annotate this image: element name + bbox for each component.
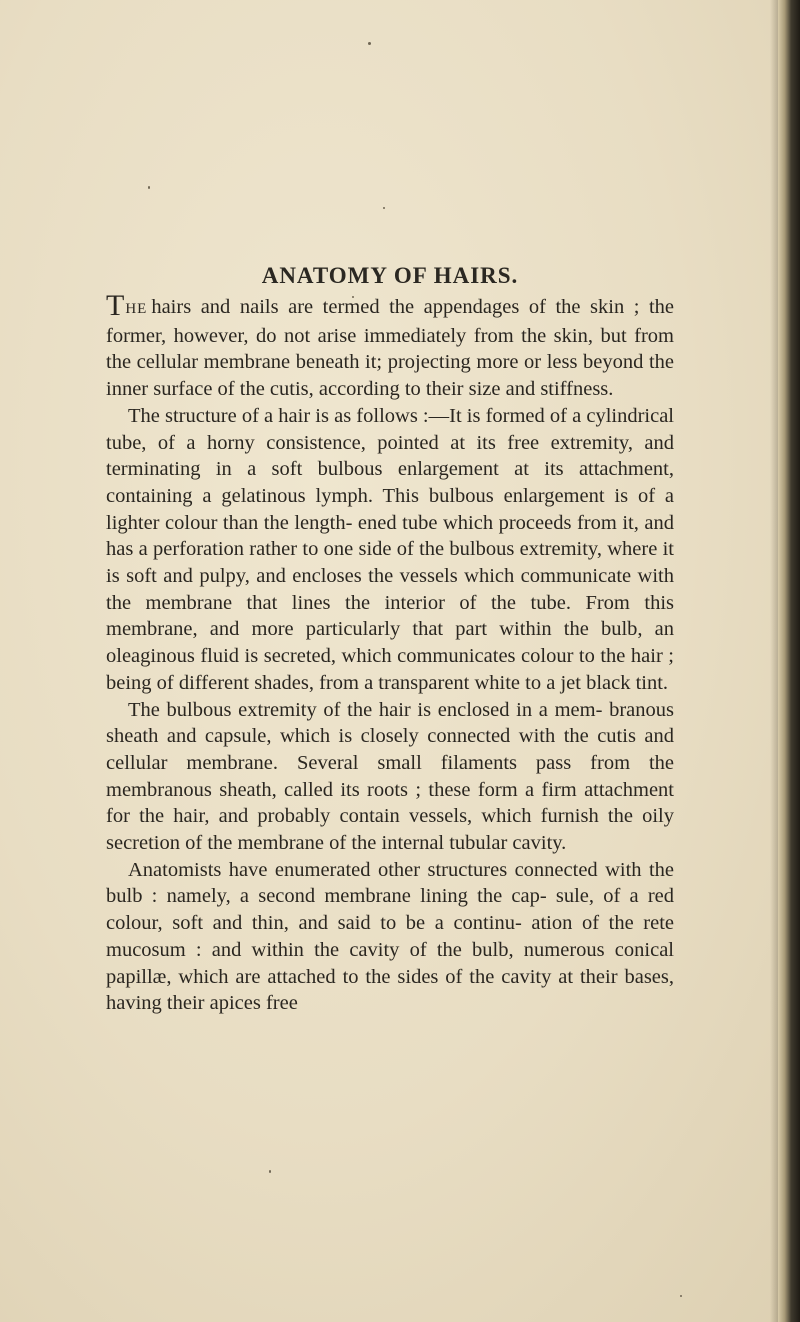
article-body xyxy=(106,289,674,1017)
book-spine-edge xyxy=(778,0,800,1322)
paragraph-3: The bulbous extremity of the hair is enclosed in a mem- branous sheath and capsule, which is closely connected with the cutis and cellular membrane. Several small filaments pass from the membranous sheath, called its roots ; these form a firm attachment for the hair, and probably contain vessels, which furnish the oily secretion of the membrane of the internal tubular cavity. xyxy=(106,698,674,855)
paragraph-2: The structure of a hair is as follows :—It is formed of a cylindrical tube, of a horny consistence, pointed at its free extremity, and terminating in a soft bulbous enlargement at its attachment, containing a gelatinous lymph. This bulbous enlargement is of a lighter colour than the length- ened tube which proceeds from it, and has a perforation rather to one side of the bulbous extremity, where it is soft and pulpy, and encloses the vessels which communicate with the membrane that lines the interior of the tube. From this membrane, and more particularly that part within the bulb, an oleaginous fluid is secreted, which communicates colour to the hair ; being of different shades, from a transparent white to a jet black tint. xyxy=(106,404,674,694)
small-caps-word: HE xyxy=(125,301,148,317)
page-title: ANATOMY OF HAIRS. xyxy=(261,263,519,289)
page-gutter-shadow xyxy=(770,0,778,1322)
paragraph-4: Anatomists have enumerated other structures connected with the bulb : namely, a second membrane lining the cap- sule, of a red colour, soft and thin, and said to be a continu- ation of the rete mucosum : and within the cavity of the bulb, numerous conical papillæ, which are attached to the sides of the cavity at their bases, having their apices free xyxy=(106,858,674,1015)
paper-speck xyxy=(269,1170,271,1173)
drop-cap-letter: T xyxy=(106,289,125,322)
paragraph-1-text: hairs and nails are termed the appendages of the skin ; the former, however, do not arise immediately from the skin, but from the cellular membrane beneath it; projecting more or less beyond the inner surface of the cutis, according to their size and stiffness. xyxy=(106,296,674,401)
paper-speck xyxy=(368,42,371,45)
paper-speck xyxy=(383,207,385,209)
paragraph-1 xyxy=(106,289,674,403)
paper-speck xyxy=(680,1295,682,1297)
paper-speck xyxy=(148,186,150,189)
